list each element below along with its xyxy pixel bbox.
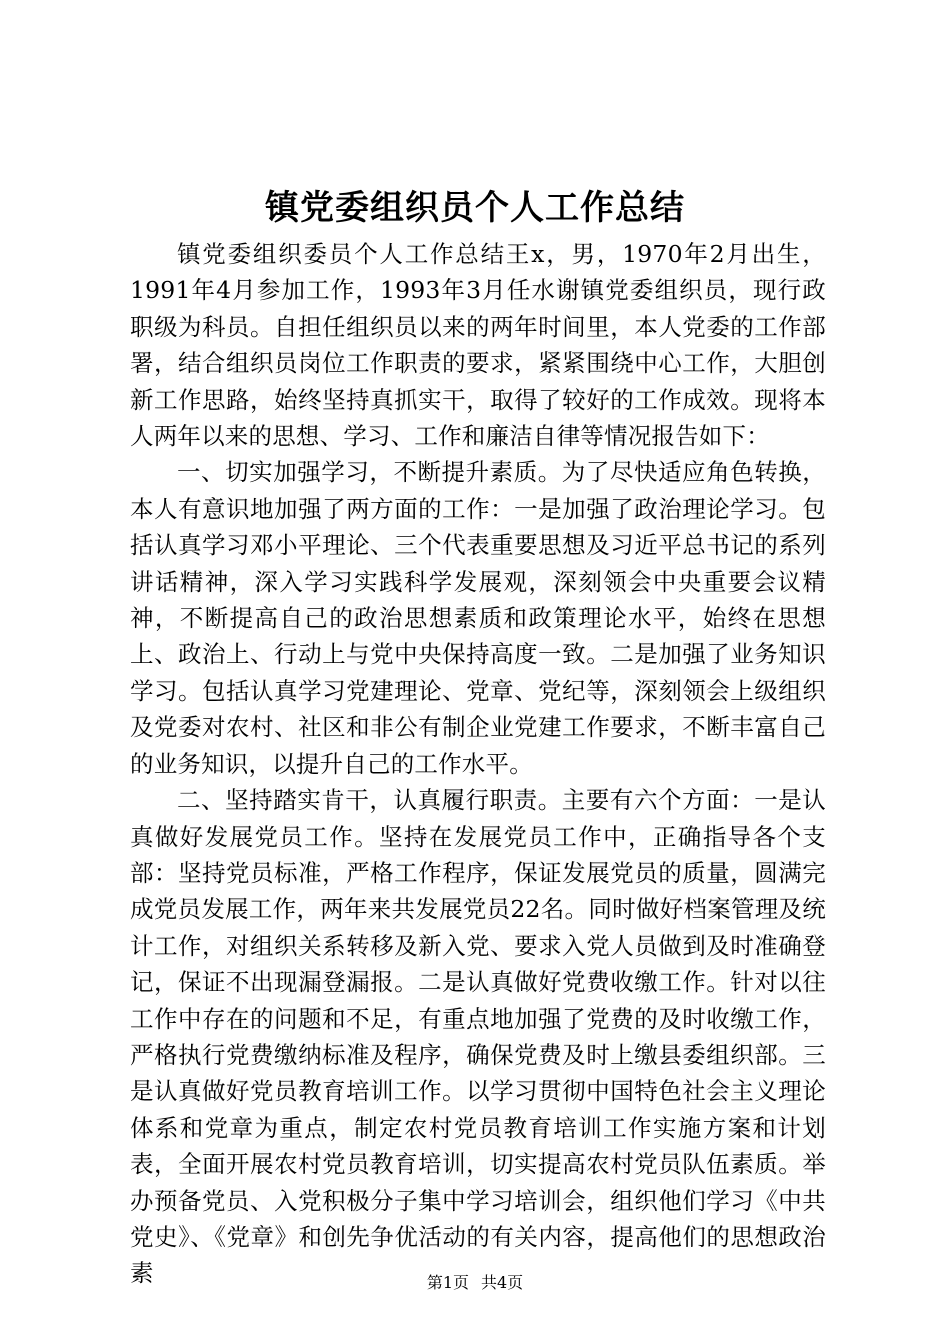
- paragraph-section-2: 二、坚持踏实肯干，认真履行职责。主要有六个方面：一是认真做好发展党员工作。坚持在发展党员工作中，正确指导各个支部：坚持党员标准，严格工作程序，保证发展党员的质量，圆满完成党员发展工作，两年来共发展党员22名。同时做好档案管理及统计工作，对组织关系转移及新入党、要求入党人员做到及时准确登记，保证不出现漏登漏报。二是认真做好党费收缴工作。针对以往工作中存在的问题和不足，有重点地加强了党费的及时收缴工作，严格执行党费缴纳标准及程序，确保党费及时上缴县委组织部。三是认真做好党员教育培训工作。以学习贯彻中国特色社会主义理论体系和党章为重点，制定农村党员教育培训工作实施方案和计划表，全面开展农村党员教育培训，切实提高农村党员队伍素质。举办预备党员、入党积极分子集中学习培训会，组织他们学习《中共党史》、《党章》和创先争优活动的有关内容，提高他们的思想政治素: [130, 786, 826, 1288]
- paragraph-intro: 镇党委组织委员个人工作总结王x，男，1970年2月出生，1991年4月参加工作，1993年3月任水谢镇党委组织员，现行政职级为科员。自担任组织员以来的两年时间里，本人党委的工作部署，结合组织员岗位工作职责的要求，紧紧围绕中心工作，大胆创新工作思路，始终坚持真抓实干，取得了较好的工作成效。现将本人两年以来的思想、学习、工作和廉洁自律等情况报告如下：: [130, 240, 826, 451]
- page-number: 第1页: [426, 1273, 469, 1292]
- page-total: 共4页: [481, 1273, 524, 1292]
- page-footer: [0, 1272, 950, 1294]
- document-body: [130, 236, 826, 1292]
- document-title: 镇党委组织员个人工作总结: [265, 188, 685, 228]
- paragraph-section-1: 一、切实加强学习，不断提升素质。为了尽快适应角色转换，本人有意识地加强了两方面的工作：一是加强了政治理论学习。包括认真学习邓小平理论、三个代表重要思想及习近平总书记的系列讲话精神，深入学习实践科学发展观，深刻领会中央重要会议精神，不断提高自己的政治思想素质和政策理论水平，始终在思想上、政治上、行动上与党中央保持高度一致。二是加强了业务知识学习。包括认真学习党建理论、党章、党纪等，深刻领会上级组织及党委对农村、社区和非公有制企业党建工作要求，不断丰富自己的业务知识，以提升自己的工作水平。: [130, 458, 826, 778]
